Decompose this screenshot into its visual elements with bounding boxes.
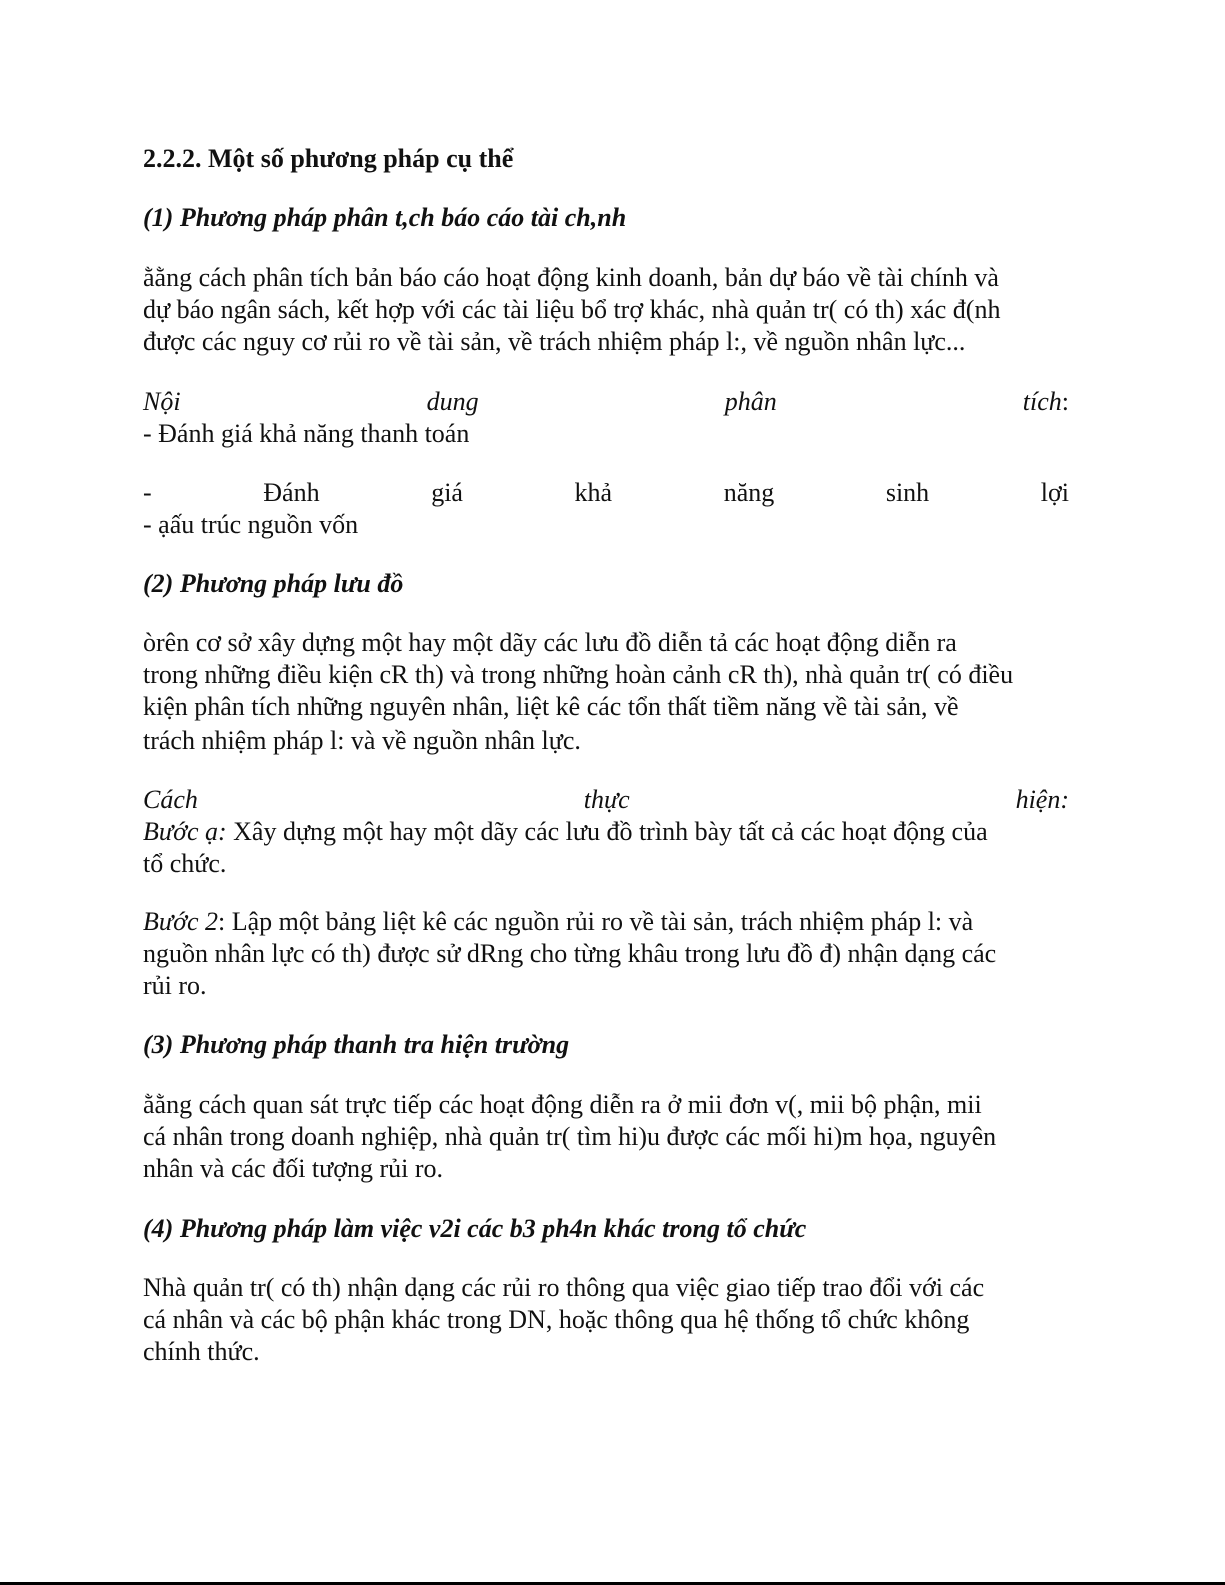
content-label-last [1023,386,1069,418]
section3-para-line-3: nhân và các đối tượng rủi ro. [143,1154,444,1183]
section1-para-line-2: dự báo ngân sách, kết hợp với các tài liệu bổ trợ khác, nhà quản tr( có th) xác đ(nh [143,295,1001,324]
section-heading: 2.2.2. Một số phương pháp cụ thể [143,144,514,173]
justified-word: năng [723,478,775,507]
step2-cont-2: rủi ro. [143,971,207,1000]
section3-para-line-2: cá nhân trong doanh nghiệp, nhà quản tr( tìm hi)u được các mối hi)m họa, nguyên [143,1122,997,1151]
step1-cont: tổ chức. [143,849,227,878]
justified-word: giá [431,478,463,507]
section3-title: (3) Phương pháp thanh tra hiện trường [143,1030,570,1059]
justified-word: lợi [1040,478,1069,507]
step1-label: Bước ạ: [143,817,227,846]
content-label-colon: : [1061,387,1069,416]
content-label-word: Nội [143,387,181,416]
list-item: - Đánh giá khả năng thanh toán [143,419,470,448]
section1-para-line-3: được các nguy cơ rủi ro về tài sản, về trách nhiệm pháp l:, về nguồn nhân lực... [143,327,966,356]
content-label-word: phân [724,387,777,416]
justified-word: - [143,478,152,507]
step2-line [143,906,1069,938]
step1-text: Xây dựng một hay một dãy các lưu đồ trình bày tất cả các hoạt động của [226,817,988,846]
section2-para-line-1: òrên cơ sở xây dựng một hay một dãy các lưu đồ diễn tả các hoạt động diễn ra [143,628,957,657]
step1-line [143,816,1069,848]
content-label-word: dung [426,387,479,416]
section4-para-line-3: chính thức. [143,1337,260,1366]
justified-word: khả [574,478,613,507]
justified-word: sinh [885,478,930,507]
justified-word: Đánh [263,478,320,507]
how-label-word: hiện: [1015,785,1069,814]
content-label-line [143,386,1069,418]
section4-title: (4) Phương pháp làm việc v2i các b3 ph4n khác trong tổ chức [143,1214,807,1243]
content-label-word: tích [1022,387,1062,416]
section2-para-line-3: kiện phân tích những nguyên nhân, liệt kê các tổn thất tiềm năng về tài sản, về [143,692,959,721]
how-label-line [143,784,1069,816]
how-label-word: Cách [143,785,198,814]
section2-para-line-4: trách nhiệm pháp l: và về nguồn nhân lực. [143,726,581,755]
step2-text: : Lập một bảng liệt kê các nguồn rủi ro về tài sản, trách nhiệm pháp l: và [217,907,974,936]
list-item: - ạấu trúc nguồn vốn [143,510,359,539]
section4-para-line-2: cá nhân và các bộ phận khác trong DN, hoặc thông qua hệ thống tổ chức không [143,1305,970,1334]
how-label-word: thực [583,785,630,814]
section2-title: (2) Phương pháp lưu đồ [143,569,404,598]
step2-label: Bước 2 [143,907,218,936]
section1-title: (1) Phương pháp phân t,ch báo cáo tài ch,nh [143,203,627,232]
section3-para-line-1: ằằng cách quan sát trực tiếp các hoạt động diễn ra ở mii đơn v(, mii bộ phận, mii [143,1090,982,1119]
section4-para-line-1: Nhà quản tr( có th) nhận dạng các rủi ro thông qua việc giao tiếp trao đổi với các [143,1273,985,1302]
step2-cont-1: nguồn nhân lực có th) được sử dRng cho từng khâu trong lưu đồ đ) nhận dạng các [143,939,997,968]
section2-para-line-2: trong những điều kiện cR th) và trong những hoàn cảnh cR th), nhà quản tr( có điều [143,660,1014,689]
justified-item-line [143,477,1069,509]
section1-para-line-1: ằằng cách phân tích bản báo cáo hoạt động kinh doanh, bản dự báo về tài chính và [143,263,999,292]
